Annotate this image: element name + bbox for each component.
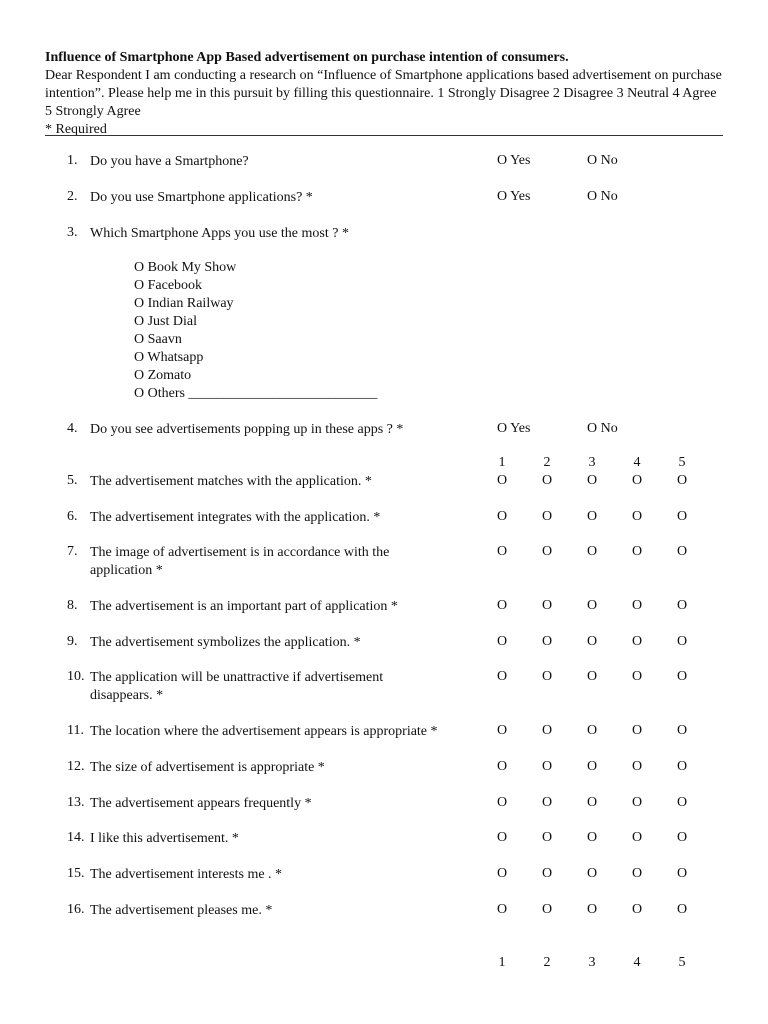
question-4-number: 4.: [67, 421, 78, 436]
question-1-yes-radio[interactable]: O Yes: [497, 153, 531, 168]
question-3-text: Which Smartphone Apps you use the most ? *: [90, 226, 349, 241]
question-5-option-1-radio[interactable]: O: [496, 473, 508, 488]
question-12-option-5-radio[interactable]: O: [676, 759, 688, 774]
question-12-option-4-radio[interactable]: O: [631, 759, 643, 774]
question-11-number: 11.: [67, 723, 84, 738]
question-9-option-5-radio[interactable]: O: [676, 634, 688, 649]
question-14-number: 14.: [67, 830, 85, 845]
form-intro: Dear Respondent I am conducting a research on “Influence of Smartphone applications based advertisement on purchase intention”. Please help me in this pursuit by filling this questionnaire. 1 Strongly Disagree 2 Disagree 3 Neutral 4 Agree 5 Strongly Agree: [45, 68, 722, 119]
app-option-4[interactable]: O Just Dial: [134, 314, 197, 329]
question-7-option-2-radio[interactable]: O: [541, 544, 553, 559]
question-11-option-1-radio[interactable]: O: [496, 723, 508, 738]
question-16-text: The advertisement pleases me. *: [90, 903, 273, 918]
question-1-number: 1.: [67, 153, 78, 168]
question-10-option-5-radio[interactable]: O: [676, 669, 688, 684]
question-16-option-2-radio[interactable]: O: [541, 902, 553, 917]
question-8-option-2-radio[interactable]: O: [541, 598, 553, 613]
app-option-5[interactable]: O Saavn: [134, 332, 182, 347]
question-15-option-2-radio[interactable]: O: [541, 866, 553, 881]
question-9-option-2-radio[interactable]: O: [541, 634, 553, 649]
question-14-option-2-radio[interactable]: O: [541, 830, 553, 845]
question-7-option-5-radio[interactable]: O: [676, 544, 688, 559]
question-9-text: The advertisement symbolizes the application. *: [90, 635, 361, 650]
question-16-option-4-radio[interactable]: O: [631, 902, 643, 917]
question-10-text: The application will be unattractive if advertisement disappears. *: [90, 670, 384, 703]
question-6-option-2-radio[interactable]: O: [541, 509, 553, 524]
question-6-option-4-radio[interactable]: O: [631, 509, 643, 524]
question-13-number: 13.: [67, 795, 85, 810]
question-7-option-4-radio[interactable]: O: [631, 544, 643, 559]
question-5-option-5-radio[interactable]: O: [676, 473, 688, 488]
app-option-3[interactable]: O Indian Railway: [134, 296, 234, 311]
question-2-no-radio[interactable]: O No: [587, 189, 618, 204]
app-option-6[interactable]: O Whatsapp: [134, 350, 204, 365]
question-11-text: The location where the advertisement appears is appropriate *: [90, 724, 438, 739]
scale-header-1-label-4: 4: [633, 455, 641, 470]
question-11-option-2-radio[interactable]: O: [541, 723, 553, 738]
scale-header-2-label-5: 5: [678, 955, 686, 970]
question-6-option-3-radio[interactable]: O: [586, 509, 598, 524]
question-14-option-1-radio[interactable]: O: [496, 830, 508, 845]
question-11-option-5-radio[interactable]: O: [676, 723, 688, 738]
question-13-option-4-radio[interactable]: O: [631, 795, 643, 810]
question-7-text: The image of advertisement is in accordance with the application *: [90, 545, 390, 578]
question-10-option-3-radio[interactable]: O: [586, 669, 598, 684]
question-13-option-3-radio[interactable]: O: [586, 795, 598, 810]
question-9-option-4-radio[interactable]: O: [631, 634, 643, 649]
scale-header-2-label-3: 3: [588, 955, 596, 970]
question-14-option-5-radio[interactable]: O: [676, 830, 688, 845]
required-note: * Required: [45, 122, 107, 137]
question-10-number: 10.: [67, 669, 85, 684]
question-6-option-5-radio[interactable]: O: [676, 509, 688, 524]
question-8-option-4-radio[interactable]: O: [631, 598, 643, 613]
question-13-option-2-radio[interactable]: O: [541, 795, 553, 810]
question-11-option-4-radio[interactable]: O: [631, 723, 643, 738]
question-12-text: The size of advertisement is appropriate *: [90, 760, 325, 775]
question-15-text: The advertisement interests me . *: [90, 867, 283, 882]
question-14-text: I like this advertisement. *: [90, 831, 239, 846]
question-16-number: 16.: [67, 902, 85, 917]
question-16-option-3-radio[interactable]: O: [586, 902, 598, 917]
app-option-2[interactable]: O Facebook: [134, 278, 203, 293]
scale-header-1-label-2: 2: [543, 455, 551, 470]
question-7-option-1-radio[interactable]: O: [496, 544, 508, 559]
question-7-number: 7.: [67, 544, 78, 559]
question-12-option-2-radio[interactable]: O: [541, 759, 553, 774]
scale-header-2-label-4: 4: [633, 955, 641, 970]
question-15-number: 15.: [67, 866, 85, 881]
question-4-yes-radio[interactable]: O Yes: [497, 421, 531, 436]
question-14-option-4-radio[interactable]: O: [631, 830, 643, 845]
form-header: [45, 49, 725, 139]
scale-header-2-label-1: 1: [498, 955, 506, 970]
question-14-option-3-radio[interactable]: O: [586, 830, 598, 845]
question-9-number: 9.: [67, 634, 78, 649]
question-4-text: Do you see advertisements popping up in these apps ? *: [90, 422, 404, 437]
question-6-number: 6.: [67, 509, 78, 524]
question-8-option-5-radio[interactable]: O: [676, 598, 688, 613]
question-10-option-4-radio[interactable]: O: [631, 669, 643, 684]
question-13-option-1-radio[interactable]: O: [496, 795, 508, 810]
question-6-text: The advertisement integrates with the application. *: [90, 510, 381, 525]
question-2-text: Do you use Smartphone applications? *: [90, 190, 313, 205]
form-title: Influence of Smartphone App Based advertisement on purchase intention of consumers.: [45, 50, 569, 65]
question-3-number: 3.: [67, 225, 78, 240]
question-15-option-5-radio[interactable]: O: [676, 866, 688, 881]
question-8-text: The advertisement is an important part of application *: [90, 599, 398, 614]
question-8-number: 8.: [67, 598, 78, 613]
question-15-option-1-radio[interactable]: O: [496, 866, 508, 881]
question-5-option-2-radio[interactable]: O: [541, 473, 553, 488]
scale-header-1-label-1: 1: [498, 455, 506, 470]
app-option-1[interactable]: O Book My Show: [134, 260, 237, 275]
header-divider: [45, 135, 723, 136]
scale-header-1-label-5: 5: [678, 455, 686, 470]
question-12-option-3-radio[interactable]: O: [586, 759, 598, 774]
question-2-number: 2.: [67, 189, 78, 204]
question-16-option-5-radio[interactable]: O: [676, 902, 688, 917]
question-9-option-3-radio[interactable]: O: [586, 634, 598, 649]
question-5-number: 5.: [67, 473, 78, 488]
question-5-text: The advertisement matches with the application. *: [90, 474, 372, 489]
question-12-number: 12.: [67, 759, 85, 774]
question-10-option-2-radio[interactable]: O: [541, 669, 553, 684]
question-5-option-3-radio[interactable]: O: [586, 473, 598, 488]
question-1-text: Do you have a Smartphone?: [90, 154, 249, 169]
question-2-yes-radio[interactable]: O Yes: [497, 189, 531, 204]
question-11-option-3-radio[interactable]: O: [586, 723, 598, 738]
question-6-option-1-radio[interactable]: O: [496, 509, 508, 524]
question-1-no-radio[interactable]: O No: [587, 153, 618, 168]
app-option-8[interactable]: O Others ___________________________: [134, 386, 378, 401]
question-12-option-1-radio[interactable]: O: [496, 759, 508, 774]
question-9-option-1-radio[interactable]: O: [496, 634, 508, 649]
question-13-text: The advertisement appears frequently *: [90, 796, 312, 811]
app-option-7[interactable]: O Zomato: [134, 368, 192, 383]
question-8-option-1-radio[interactable]: O: [496, 598, 508, 613]
question-15-option-4-radio[interactable]: O: [631, 866, 643, 881]
question-4-no-radio[interactable]: O No: [587, 421, 618, 436]
scale-header-1-label-3: 3: [588, 455, 596, 470]
question-15-option-3-radio[interactable]: O: [586, 866, 598, 881]
scale-header-2-label-2: 2: [543, 955, 551, 970]
question-13-option-5-radio[interactable]: O: [676, 795, 688, 810]
question-16-option-1-radio[interactable]: O: [496, 902, 508, 917]
question-10-option-1-radio[interactable]: O: [496, 669, 508, 684]
question-5-option-4-radio[interactable]: O: [631, 473, 643, 488]
question-8-option-3-radio[interactable]: O: [586, 598, 598, 613]
question-7-option-3-radio[interactable]: O: [586, 544, 598, 559]
